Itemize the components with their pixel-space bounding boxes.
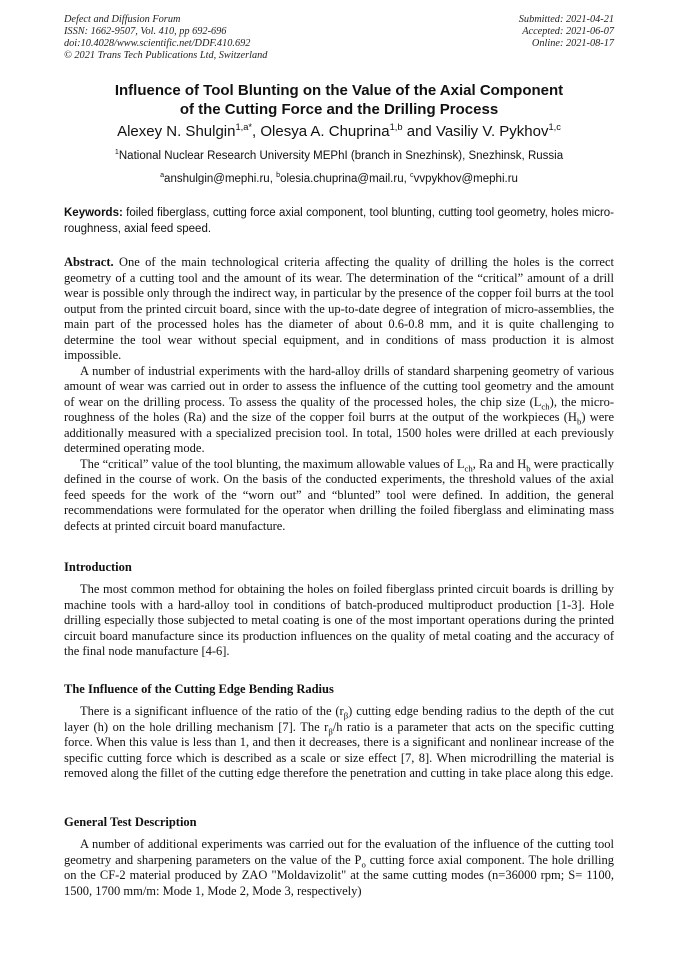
section-heading-bending-radius: The Influence of the Cutting Edge Bending Radius bbox=[64, 682, 334, 696]
text-run: A number of industrial experiments with the hard-alloy drills of standard sharpening geometry of various amount of wear was carried out in order to assess the influence of the cutting tool geometry and the amount of wear on the drilling process. To assess the quality of the processed holes, the chip size (L bbox=[64, 363, 614, 409]
publication-dates bbox=[519, 14, 614, 50]
author-1: Alexey N. Shulgin bbox=[117, 123, 236, 140]
subscript: o bbox=[361, 859, 366, 869]
journal-issn: ISSN: 1662-9507, Vol. 410, pp 692-696 bbox=[64, 26, 227, 37]
text-run: ) cutting edge bending radius to the depth of the cut layer (h) on the hole drilling mechanism [7]. The r bbox=[64, 704, 614, 734]
author-emails bbox=[64, 171, 614, 187]
keywords-label: Keywords: bbox=[64, 207, 123, 219]
text-run: A number of additional experiments was carried out for the evaluation of the influence of the cutting tool geometry and sharpening parameters on the value of the P bbox=[64, 837, 614, 867]
journal-copyright: © 2021 Trans Tech Publications Ltd, Switzerland bbox=[64, 50, 268, 61]
title-line-1: Influence of Tool Blunting on the Value of the Axial Component bbox=[114, 82, 564, 99]
subscript: β bbox=[343, 710, 349, 721]
affiliation bbox=[64, 148, 614, 164]
affiliation-text: National Nuclear Research University MEPhI (branch in Snezhinsk), Snezhinsk, Russia bbox=[118, 150, 564, 162]
keywords bbox=[64, 206, 614, 237]
journal-doi[interactable]: doi:10.4028/www.scientific.net/DDF.410.692 bbox=[64, 38, 251, 49]
subscript: β bbox=[328, 726, 333, 736]
text-run: cutting force axial component. The hole drilling on the CF-2 material produced by ZAO "Moldavizolit" at the same cutting modes (n=36000 rpm; S= 1100, 1500, 1700 mm/m: Mode 1, Mode 2, Mode 3, respectively) bbox=[64, 852, 614, 898]
abstract-label: Abstract. bbox=[64, 255, 114, 269]
text-run: were practically defined in the course of work. On the basis of the conducted experiments, the threshold values of the axial feed speeds for the work of the “worn out” and “blunted” tool were defined. In addition, the general recommendations were formulated for the operator when drilling the foiled fiberglass and eliminating mass defects at printed circuit board manufacture. bbox=[64, 456, 614, 533]
bending-radius-body bbox=[64, 704, 614, 782]
author-2: Olesya A. Chuprina bbox=[260, 123, 390, 140]
accepted-date: Accepted: 2021-06-07 bbox=[522, 26, 614, 37]
email-a-marker: a bbox=[160, 171, 165, 180]
author-separator: and bbox=[402, 123, 436, 140]
abstract-text-1: One of the main technological criteria affecting the quality of drilling the holes is the correct geometry of a cutting tool and the amount of its wear. The determination of the “critical” amount of a drill wear is possible only through the indirect way, in particular by the presence of the copper foil burrs at the tool output from the printed circuit board, since with the up-to-date degree of integration of micro-assemblies, the main part of the processed holes has the diameter of about 0.6-0.8 mm, and it is quite challenging to determine the tool wear without special equipment, and in conditions of mass production it is almost impossible. bbox=[64, 255, 614, 362]
text-run: The “critical” value of the tool blunting, the maximum allowable values of L bbox=[80, 456, 465, 471]
introduction-body bbox=[64, 582, 614, 660]
submitted-date: Submitted: 2021-04-21 bbox=[518, 14, 614, 25]
email-c-marker: c bbox=[410, 171, 414, 180]
text-run: There is a significant influence of the ratio of the (r bbox=[80, 704, 344, 718]
keywords-text: foiled fiberglass, cutting force axial component, tool blunting, cutting tool geometry, holes micro-roughness, axial feed speed. bbox=[64, 207, 614, 235]
author-3-affil: 1,c bbox=[548, 122, 561, 132]
abstract-paragraph-3 bbox=[64, 457, 614, 535]
abstract-paragraph-2 bbox=[64, 364, 614, 457]
introduction-paragraph-1: The most common method for obtaining the holes on foiled fiberglass printed circuit boards is drilling by machine tools with a hard-alloy tool in conditions of batch-produced multiproduct production [1-3]. Hole drilling especially those subjected to metal coating is one of the most important operations during the printed circuit board manufacture since its production influences on the quality of metal coating and the accuracy of the final node manufacture [4-6]. bbox=[64, 582, 614, 658]
online-date: Online: 2021-08-17 bbox=[531, 38, 614, 49]
paper-title bbox=[64, 81, 614, 119]
abstract-paragraph-1 bbox=[64, 255, 614, 364]
email-b[interactable]: olesia.chuprina@mail.ru, bbox=[280, 173, 410, 185]
journal-info bbox=[64, 14, 267, 62]
email-c[interactable]: vvpykhov@mephi.ru bbox=[413, 173, 518, 185]
affiliation-number: 1 bbox=[114, 148, 119, 157]
subscript: ch bbox=[541, 401, 550, 411]
subscript: b bbox=[576, 416, 582, 427]
text-run: /h ratio is a parameter that acts on the specific cutting force. When this value is less than 1, and then it decreases, there is a significant and nonlinear increase of the specific cutting force which is described as a scale or size effect [7, 8]. When microdrilling the material is removed along the fillet of the cutting edge therefore the penetration and cutting in take place along this edge. bbox=[64, 719, 615, 780]
subscript: ch bbox=[464, 463, 473, 473]
general-test-paragraph-1 bbox=[64, 837, 614, 899]
journal-name: Defect and Diffusion Forum bbox=[64, 14, 181, 25]
author-1-affil: 1,a* bbox=[235, 122, 253, 132]
section-heading-introduction: Introduction bbox=[64, 560, 132, 574]
general-test-body bbox=[64, 837, 614, 899]
text-run: ), the micro-roughness of the holes (Ra) and the size of the copper foil burrs at the output of the workpieces (H bbox=[64, 394, 614, 424]
subscript: b bbox=[526, 463, 531, 473]
text-run: , Ra and H bbox=[472, 456, 527, 471]
author-separator: , bbox=[252, 123, 261, 140]
title-line-2: of the Cutting Force and the Drilling Process bbox=[179, 101, 499, 118]
author-list bbox=[64, 122, 614, 142]
author-2-affil: 1,b bbox=[389, 122, 403, 132]
author-3: Vasiliy V. Pykhov bbox=[435, 123, 549, 140]
text-run: ) were additionally measured with a specialized precision tool. In total, 1500 holes were drilled at each previously determined operating mode. bbox=[64, 410, 614, 455]
section-heading-general-test: General Test Description bbox=[64, 815, 197, 829]
email-b-marker: b bbox=[276, 171, 281, 180]
abstract bbox=[64, 255, 614, 534]
bending-radius-paragraph-1 bbox=[64, 704, 614, 782]
email-a[interactable]: anshulgin@mephi.ru, bbox=[164, 173, 277, 185]
